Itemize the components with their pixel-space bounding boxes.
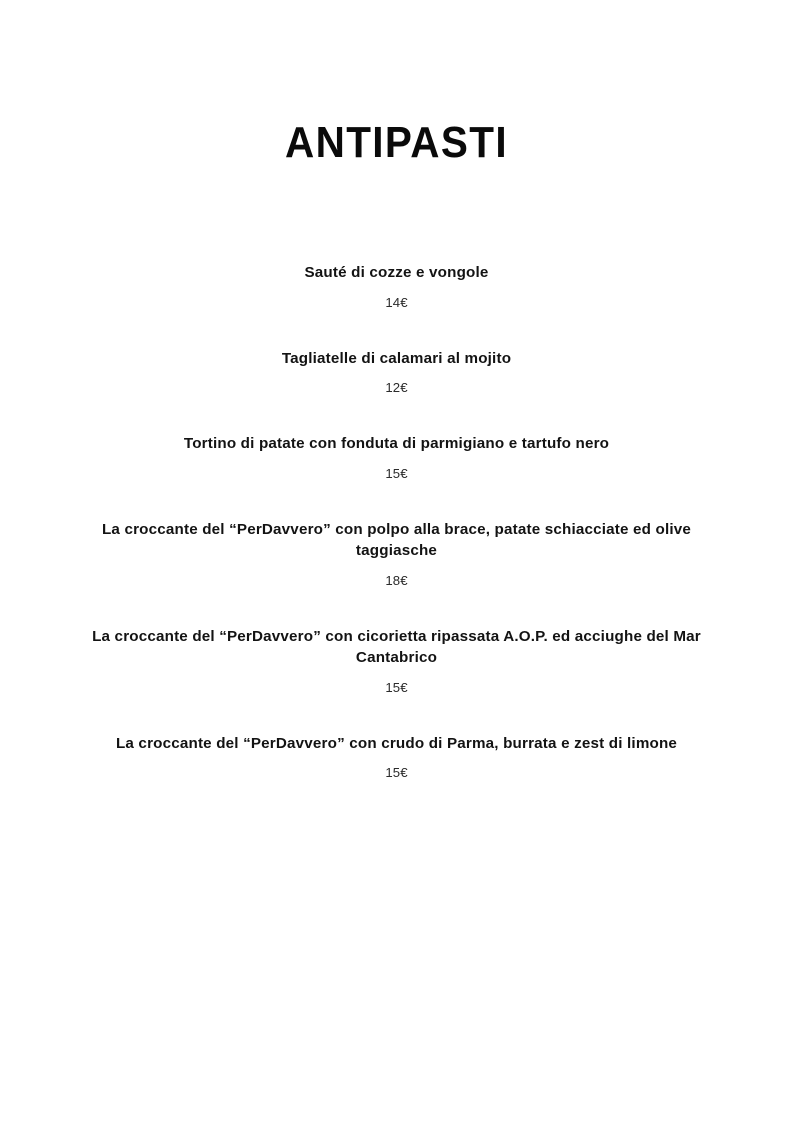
menu-item-name: Sauté di cozze e vongole <box>304 264 489 281</box>
menu-item-name: Tortino di patate con fonduta di parmigiano e tartufo nero <box>183 435 610 452</box>
menu-item <box>79 262 714 312</box>
page-title: ANTIPASTI <box>284 118 509 168</box>
menu-item <box>79 733 714 783</box>
menu-item-price: 15€ <box>385 465 408 481</box>
menu-item <box>79 348 714 398</box>
menu-item-price: 15€ <box>385 679 408 695</box>
menu-item <box>79 626 714 697</box>
menu-item <box>79 433 714 483</box>
menu-item-price: 12€ <box>385 380 408 395</box>
menu-item-name: La croccante del “PerDavvero” con polpo alla brace, patate schiacciate ed olive taggiasche <box>101 520 692 559</box>
menu-item-price: 15€ <box>385 765 408 780</box>
menu-item-name: La croccante del “PerDavvero” con crudo di Parma, burrata e zest di limone <box>115 734 678 752</box>
menu-item-name: La croccante del “PerDavvero” con cicorietta ripassata A.O.P. ed acciughe del Mar Cantabrico <box>92 627 701 666</box>
menu-item-list <box>79 262 714 782</box>
menu-item <box>79 519 714 590</box>
menu-item-price: 14€ <box>385 294 408 310</box>
menu-item-name: Tagliatelle di calamari al mojito <box>281 349 512 367</box>
menu-item-price: 18€ <box>385 572 408 588</box>
